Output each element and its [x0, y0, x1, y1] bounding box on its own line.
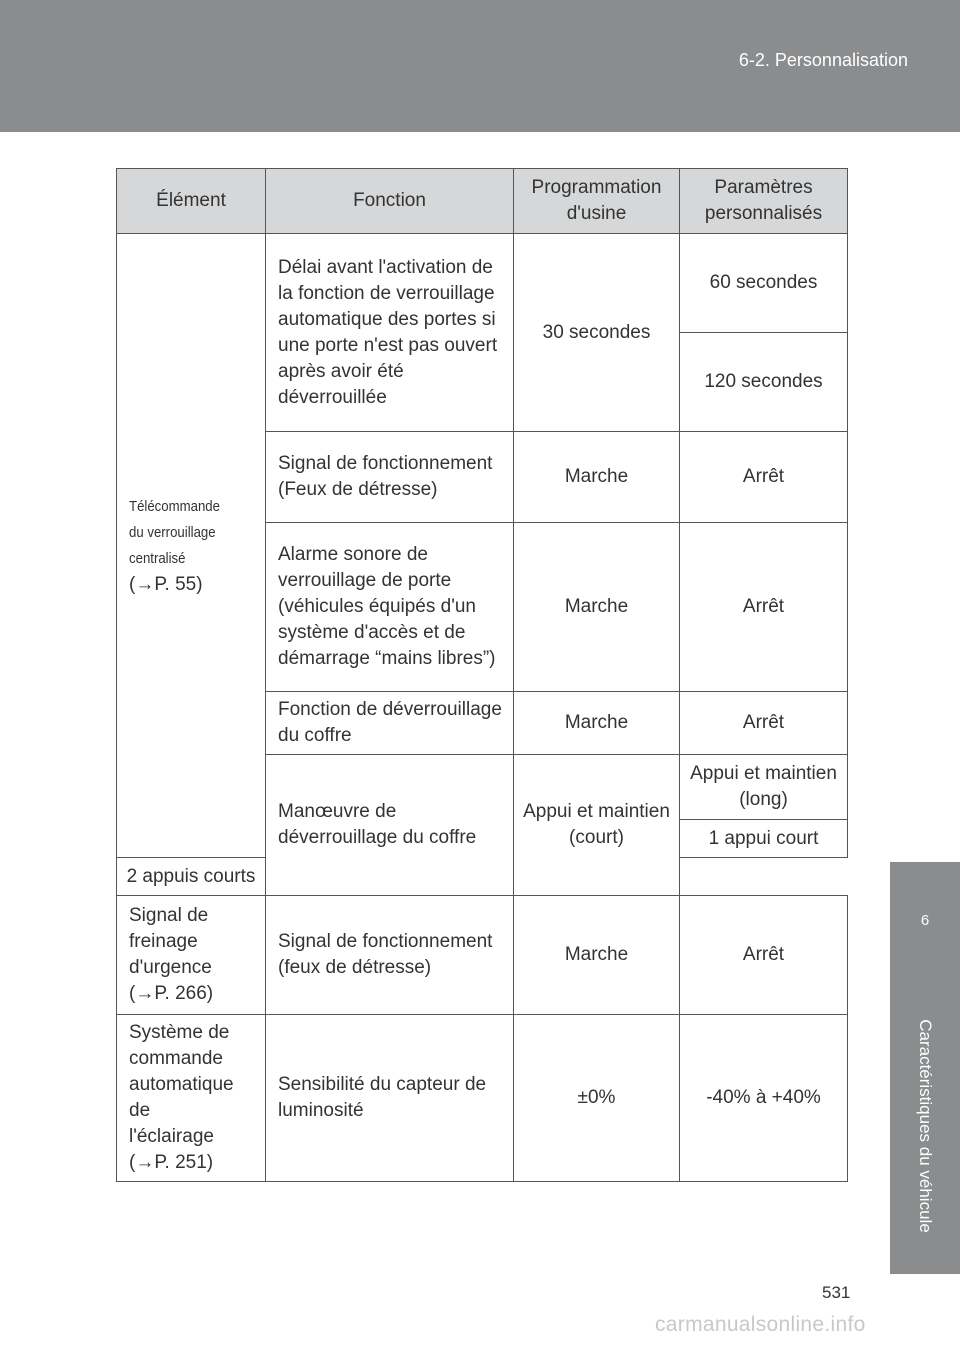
section-title: 6-2. Personnalisation: [738, 50, 908, 70]
element-label-line: commande: [129, 1048, 223, 1069]
fonction-cell: Fonction de déverrouillage du coffre: [266, 692, 514, 755]
table-row: [117, 1015, 848, 1182]
table-row: [117, 234, 848, 333]
element-page-ref: (→P. 251): [129, 1152, 214, 1173]
page-number: 531: [822, 1283, 851, 1302]
header-parametres: Paramètres personnalisés: [680, 169, 848, 234]
parametre-cell: Arrêt: [680, 523, 848, 692]
fonction-cell: Signal de fonctionnement (feux de détresse): [266, 896, 514, 1015]
chapter-tab-label-text: Caractéristiques du véhicule: [916, 1019, 935, 1233]
parametre-cell: 120 secondes: [680, 333, 848, 432]
element-label-line: du verrouillage: [129, 523, 216, 541]
element-label-line: Système de: [129, 1022, 230, 1043]
element-label-line: Télécommande: [129, 497, 220, 515]
fonction-cell: Délai avant l'activation de la fonction de verrouillage automatique des portes si une porte n'est pas ouvert après avoir été déverrouillée: [266, 234, 514, 432]
watermark: carmanualsonline.info: [655, 1313, 866, 1336]
programmation-cell: Appui et maintien (court): [514, 755, 680, 896]
element-label-line: d'urgence: [129, 957, 212, 978]
element-label-line: automatique: [129, 1074, 234, 1095]
element-label-line: centralisé: [129, 549, 186, 567]
parametre-cell: 60 secondes: [680, 234, 848, 333]
chapter-tab-number: 6: [890, 862, 960, 978]
header-programmation: Programmation d'usine: [514, 169, 680, 234]
customization-table: [116, 168, 848, 1182]
programmation-cell: ±0%: [514, 1015, 680, 1182]
programmation-cell: 30 secondes: [514, 234, 680, 432]
fonction-cell: Alarme sonore de verrouillage de porte (véhicules équipés d'un système d'accès et de démarrage “mains libres”): [266, 523, 514, 692]
chapter-tab-label: [890, 978, 960, 1274]
programmation-cell: Marche: [514, 432, 680, 523]
element-page-ref: (→P. 55): [129, 573, 203, 595]
parametre-cell: Arrêt: [680, 692, 848, 755]
header-band: [0, 0, 960, 132]
parametre-cell: 2 appuis courts: [117, 858, 266, 896]
table-header-row: [117, 169, 848, 234]
element-cell-remote: [117, 234, 266, 858]
fonction-cell: Sensibilité du capteur de luminosité: [266, 1015, 514, 1182]
element-cell-brake-signal: [117, 896, 266, 1015]
element-label-line: l'éclairage: [129, 1126, 214, 1147]
parametre-cell: Appui et maintien (long): [680, 755, 848, 820]
element-label-line: de: [129, 1100, 151, 1121]
programmation-cell: Marche: [514, 692, 680, 755]
programmation-cell: Marche: [514, 523, 680, 692]
element-page-ref: (→P. 266): [129, 983, 214, 1004]
parametre-cell: 1 appui court: [680, 820, 848, 858]
parametre-cell: Arrêt: [680, 432, 848, 523]
parametre-cell: Arrêt: [680, 896, 848, 1015]
fonction-cell: Signal de fonctionnement (Feux de détresse): [266, 432, 514, 523]
element-label-line: freinage: [129, 931, 198, 952]
element-cell-auto-light: [117, 1015, 266, 1182]
fonction-cell: Manœuvre de déverrouillage du coffre: [266, 755, 514, 896]
header-element: Élément: [117, 169, 266, 234]
header-fonction: Fonction: [266, 169, 514, 234]
parametre-cell: -40% à +40%: [680, 1015, 848, 1182]
programmation-cell: Marche: [514, 896, 680, 1015]
table-row: [117, 896, 848, 1015]
element-label-line: Signal de: [129, 905, 209, 926]
